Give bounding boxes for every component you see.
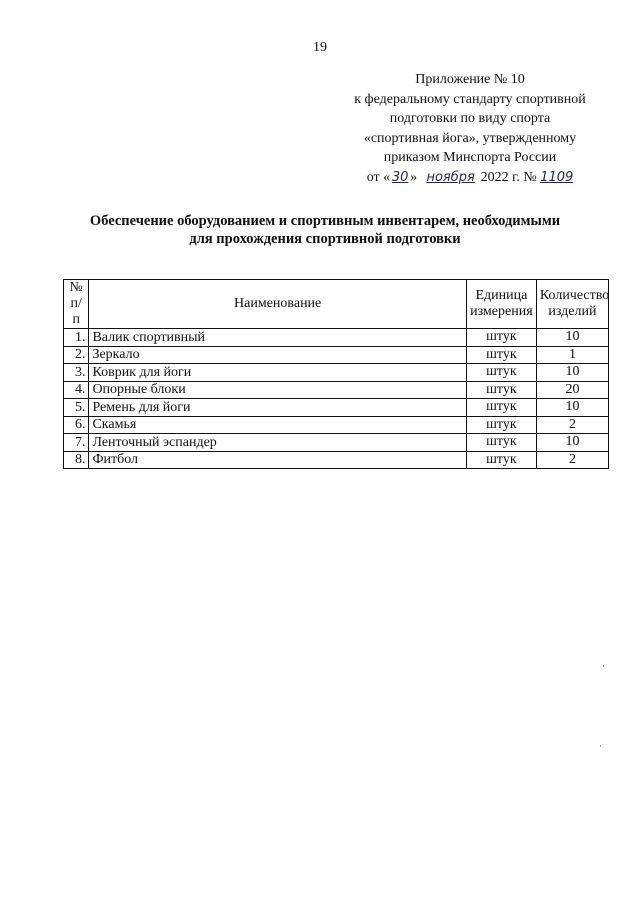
handwritten-day: 30 xyxy=(391,169,409,185)
title-line-2: для прохождения спортивной подготовки xyxy=(189,231,461,247)
unit-cell: штук xyxy=(466,346,536,364)
row-number-cell: 1. xyxy=(64,329,89,347)
unit-cell: штук xyxy=(466,364,536,382)
table-row xyxy=(64,346,609,364)
quantity-cell: 10 xyxy=(536,329,608,347)
page-number: 19 xyxy=(313,40,327,55)
table-row xyxy=(64,329,609,347)
date-prefix: от « xyxy=(366,169,391,185)
row-number-cell: 5. xyxy=(64,399,89,417)
scan-speck xyxy=(600,745,601,747)
header-number-bottom: п/п xyxy=(70,296,82,327)
header-unit-bottom: измерения xyxy=(470,304,533,319)
appendix-header xyxy=(330,70,610,187)
table-row xyxy=(64,381,609,399)
row-number-cell: 2. xyxy=(64,346,89,364)
unit-cell: штук xyxy=(466,399,536,417)
appendix-line-4: «спортивная йога», утвержденному xyxy=(363,130,577,146)
unit-cell: штук xyxy=(466,329,536,347)
table-header-row xyxy=(64,280,609,329)
table-row xyxy=(64,399,609,417)
row-number-cell: 6. xyxy=(64,416,89,434)
header-unit xyxy=(466,280,536,329)
header-number xyxy=(64,280,89,329)
item-name-cell: Скамья xyxy=(89,416,466,434)
appendix-line-1: Приложение № 10 xyxy=(415,72,525,87)
row-number-cell: 8. xyxy=(64,451,89,469)
unit-cell: штук xyxy=(466,451,536,469)
table-row xyxy=(64,434,609,452)
table-row xyxy=(64,364,609,382)
quantity-cell: 10 xyxy=(536,434,608,452)
scan-speck xyxy=(603,665,604,667)
item-name-cell: Зеркало xyxy=(89,346,466,364)
document-title xyxy=(40,212,610,248)
item-name-cell: Ремень для йоги xyxy=(89,399,466,417)
date-year: 2022 г. № xyxy=(480,169,537,185)
quantity-cell: 1 xyxy=(536,346,608,364)
appendix-date-line xyxy=(330,168,610,188)
header-quantity xyxy=(536,280,608,329)
item-name-cell: Валик спортивный xyxy=(89,329,466,347)
title-line-1: Обеспечение оборудованием и спортивным инвентарем, необходимыми xyxy=(89,213,561,229)
item-name-cell: Опорные блоки xyxy=(89,381,466,399)
appendix-line-5: приказом Минспорта России xyxy=(383,150,557,165)
table-row xyxy=(64,416,609,434)
unit-cell: штук xyxy=(466,434,536,452)
header-quantity-top: Количество xyxy=(539,288,610,303)
appendix-line-2: к федеральному стандарту спортивной xyxy=(354,91,586,107)
row-number-cell: 7. xyxy=(64,434,89,452)
header-number-top: № xyxy=(69,280,83,295)
item-name-cell: Фитбол xyxy=(89,451,466,469)
quantity-cell: 10 xyxy=(536,399,608,417)
quantity-cell: 2 xyxy=(536,416,608,434)
header-unit-top: Единица xyxy=(475,288,528,303)
quantity-cell: 10 xyxy=(536,364,608,382)
table-body xyxy=(64,329,609,469)
item-name-cell: Коврик для йоги xyxy=(89,364,466,382)
handwritten-month: ноября xyxy=(426,169,475,185)
appendix-line-3: подготовки по виду спорта xyxy=(389,111,551,126)
equipment-table xyxy=(63,279,609,469)
date-mid: » xyxy=(410,169,418,185)
unit-cell: штук xyxy=(466,416,536,434)
item-name-cell: Ленточный эспандер xyxy=(89,434,466,452)
unit-cell: штук xyxy=(466,381,536,399)
handwritten-order-number: 1109 xyxy=(540,169,574,185)
row-number-cell: 4. xyxy=(64,381,89,399)
table-row xyxy=(64,451,609,469)
header-quantity-bottom: изделий xyxy=(548,304,597,319)
header-name: Наименование xyxy=(89,280,466,329)
quantity-cell: 20 xyxy=(536,381,608,399)
quantity-cell: 2 xyxy=(536,451,608,469)
row-number-cell: 3. xyxy=(64,364,89,382)
